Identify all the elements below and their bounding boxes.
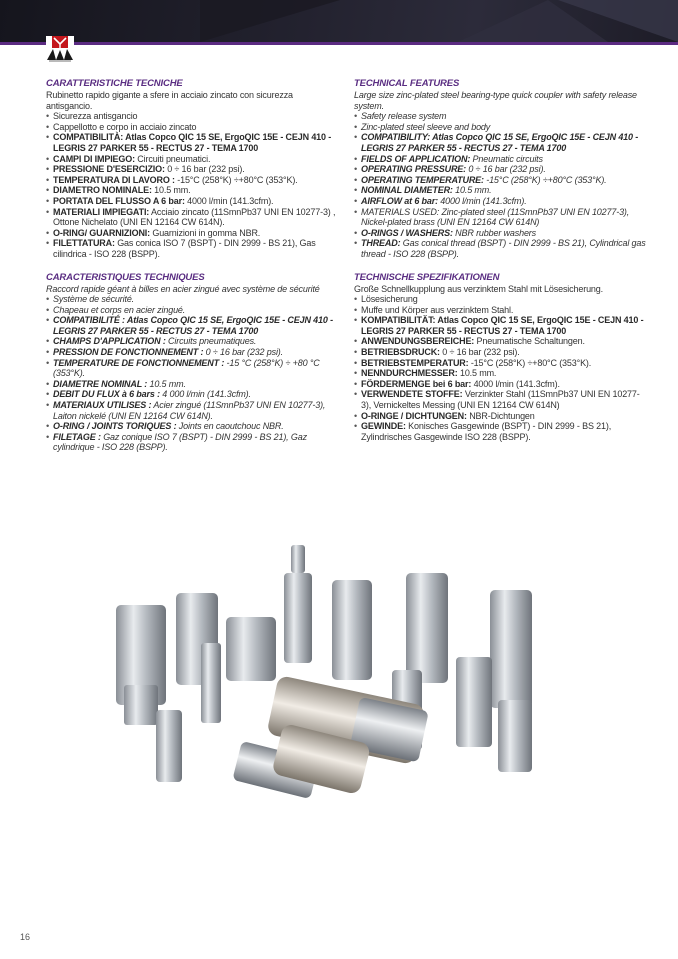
- section-intro: Rubinetto rapido gigante a sfere in acciaio zincato con sicurezza antisgancio.: [46, 90, 293, 111]
- feature-item: [46, 196, 338, 207]
- feature-value: Guarnizioni in gomma NBR.: [150, 227, 261, 238]
- feature-value: NBR rubber washers: [452, 227, 536, 238]
- feature-label: PORTATA DEL FLUSSO A 6 bar:: [53, 195, 185, 206]
- feature-item: [354, 207, 646, 228]
- feature-value: 4 000 l/min (141.3cfm).: [159, 389, 251, 400]
- feature-item: [46, 389, 338, 400]
- feature-item: [46, 421, 338, 432]
- feature-label: NOMINAL DIAMETER:: [361, 185, 453, 196]
- feature-item: [46, 358, 338, 379]
- feature-label: COMPATIBILITÉ : Atlas Copco QIC 15 SE, ErgoQIC 15E - CEJN 410 - LEGRIS 27 PARKER 55 - RECTUS 27 - TEMA 1700: [53, 315, 333, 336]
- feature-item: [46, 175, 338, 186]
- feature-item: [354, 305, 646, 316]
- feature-value: 0 ÷ 16 bar (232 psi).: [466, 164, 546, 175]
- feature-item: [354, 196, 646, 207]
- feature-item: [354, 238, 646, 259]
- feature-value: Joints en caoutchouc NBR.: [176, 421, 284, 432]
- feature-label: CAMPI DI IMPIEGO:: [53, 153, 135, 164]
- feature-value: Lösesicherung: [361, 294, 418, 305]
- feature-label: THREAD:: [361, 238, 401, 249]
- feature-label: PRESSION DE FONCTIONNEMENT :: [53, 347, 204, 358]
- feature-item: [46, 347, 338, 358]
- feature-label: KOMPATIBILITÄT: Atlas Copco QIC 15 SE, ErgoQIC 15E - CEJN 410 - LEGRIS 27 PARKER 55 - RECTUS 27 - TEMA 1700: [361, 315, 644, 336]
- feature-item: [46, 207, 338, 228]
- feature-label: FIELDS OF APPLICATION:: [361, 153, 471, 164]
- section-title: TECHNISCHE SPEZIFIKATIONEN: [354, 271, 500, 283]
- right-column: [354, 78, 646, 454]
- feature-value: Gas conica ISO 7 (BSPT) - DIN 2999 - BS 21), Gas cilindrica - ISO 228 (BSPP).: [53, 238, 316, 259]
- feature-value: Système de sécurité.: [53, 294, 135, 305]
- feature-label: O-RING / JOINTS TORIQUES :: [53, 421, 177, 432]
- section-title: CARATTERISTICHE TECNICHE: [46, 78, 183, 89]
- feature-item: [354, 294, 646, 305]
- feature-value: Circuiti pneumatici.: [134, 153, 211, 164]
- feature-label: TEMPERATURA DI LAVORO :: [53, 174, 175, 185]
- feature-label: DIAMETRO NOMINALE:: [53, 185, 152, 196]
- feature-value: Zinc-plated steel sleeve and body: [361, 121, 491, 132]
- feature-value: Pneumatische Schaltungen.: [474, 336, 585, 347]
- feature-value: 4000 l/min (141.3cfm).: [184, 195, 274, 206]
- feature-label: TEMPERATURE DE FONCTIONNEMENT :: [53, 357, 225, 368]
- feature-item: [46, 432, 338, 453]
- feature-item: [354, 132, 646, 153]
- feature-label: DIAMETRE NOMINAL :: [53, 378, 148, 389]
- feature-value: 10.5 mm.: [457, 368, 497, 379]
- quick-couplers-product-photo: [96, 535, 566, 840]
- feature-label: ANWENDUNGSBEREICHE:: [361, 336, 475, 347]
- header-accent-line: [0, 42, 678, 45]
- feature-value: Gas conical thread (BSPT) - DIN 2999 - BS 21), Cylindrical gas thread - ISO 228 (BSPP).: [361, 238, 646, 259]
- feature-value: -15 °C (258°K) ÷ +80 °C (353°K).: [53, 357, 320, 379]
- feature-value: Acciaio zincato (11SmnPb37 UNI EN 10277-3) , Ottone Nichelato (UNI EN 12164 CW 614N).: [53, 206, 336, 228]
- feature-label: O-RINGE / DICHTUNGEN:: [361, 410, 467, 421]
- coupler-group: [116, 545, 532, 799]
- feature-label: FILETAGE :: [53, 431, 101, 442]
- section-italian: [46, 78, 338, 260]
- feature-label: O-RINGS / WASHERS:: [361, 227, 453, 238]
- feature-value: 10.5 mm.: [147, 378, 186, 389]
- feature-item: [354, 421, 646, 442]
- feature-item: [46, 122, 338, 133]
- feature-item: [46, 228, 338, 239]
- feature-value: Gaz conique ISO 7 (BSPT) - DIN 2999 - BS 21), Gaz cylindrique - ISO 228 (BSPP).: [53, 431, 307, 453]
- feature-item: [354, 389, 646, 410]
- feature-list: [354, 111, 646, 259]
- feature-item: [46, 336, 338, 347]
- feature-value: Verzinkter Stahl (11SmnPb37 UNI EN 10277-3), Vernickeltes Messing (UNI EN 12164 CW 614N): [361, 389, 640, 411]
- feature-item: [354, 368, 646, 379]
- feature-value: Acier zingué (11SmnPb37 UNI EN 10277-3), Laiton nickelé (UNI EN 12164 CW 614N).: [53, 400, 326, 421]
- feature-value: Circuits pneumatiques.: [165, 336, 257, 347]
- section-german: [354, 272, 646, 443]
- feature-label: NENNDURCHMESSER:: [361, 368, 458, 379]
- section-english: [354, 78, 646, 260]
- feature-item: [354, 315, 646, 336]
- feature-value: Cappellotto e corpo in acciaio zincato: [53, 121, 197, 132]
- feature-value: Pneumatic circuits: [470, 153, 543, 164]
- feature-item: [354, 154, 646, 165]
- header-banner: [0, 0, 678, 42]
- feature-value: 4000 l/min (141.3cfm).: [471, 378, 560, 389]
- banner-facet: [558, 0, 678, 42]
- feature-value: -15°C (258°K) ÷+80°C (353°K).: [483, 174, 607, 185]
- feature-label: GEWINDE:: [361, 421, 406, 432]
- feature-label: BETRIEBSDRUCK:: [361, 347, 440, 358]
- feature-value: Sicurezza antisgancio: [53, 111, 138, 122]
- feature-item: [354, 379, 646, 390]
- feature-item: [354, 175, 646, 186]
- feature-label: PRESSIONE D'ESERCIZIO:: [53, 164, 165, 175]
- section-intro: Raccord rapide géant à billes en acier zingué avec système de sécurité: [46, 283, 320, 294]
- company-logo-icon: [46, 36, 74, 62]
- feature-label: COMPATIBILITÀ: Atlas Copco QIC 15 SE, ErgoQIC 15E - CEJN 410 - LEGRIS 27 PARKER 55 - RECTUS 27 - TEMA 1700: [53, 132, 332, 153]
- feature-item: [46, 305, 338, 316]
- feature-value: -15°C (258°K) ÷+80°C (353°K).: [468, 357, 592, 368]
- feature-item: [354, 358, 646, 369]
- feature-label: BETRIEBSTEMPERATUR:: [361, 357, 469, 368]
- feature-item: [354, 411, 646, 422]
- feature-item: [354, 228, 646, 239]
- feature-value: 4000 l/min (141.3cfm).: [437, 195, 527, 206]
- feature-item: [46, 294, 338, 305]
- feature-list: [46, 111, 338, 259]
- feature-item: [46, 111, 338, 122]
- feature-item: [354, 122, 646, 133]
- feature-item: [46, 185, 338, 196]
- feature-label: MATERIAUX UTILISES :: [53, 400, 152, 411]
- feature-value: MATERIALS USED: Zinc-plated steel (11SmnPb37 UNI EN 10277-3), Nickel-plated brass (UNI EN 12164 CW 614N): [361, 206, 630, 228]
- feature-value: 0 ÷ 16 bar (232 psi).: [164, 164, 245, 175]
- feature-item: [354, 336, 646, 347]
- feature-item: [46, 154, 338, 165]
- feature-item: [46, 315, 338, 336]
- feature-list: [354, 294, 646, 442]
- feature-label: O-RING/ GUARNIZIONI:: [53, 227, 150, 238]
- feature-label: FILETTATURA:: [53, 238, 115, 249]
- feature-value: 10.5 mm.: [452, 185, 492, 196]
- feature-value: Muffe und Körper aus verzinktem Stahl.: [361, 304, 514, 315]
- feature-item: [354, 111, 646, 122]
- feature-item: [46, 238, 338, 259]
- feature-value: 0 ÷ 16 bar (232 psi).: [439, 347, 520, 358]
- feature-label: OPERATING TEMPERATURE:: [361, 174, 484, 185]
- feature-value: 0 ÷ 16 bar (232 psi).: [203, 347, 283, 358]
- feature-item: [354, 347, 646, 358]
- feature-label: VERWENDETE STOFFE:: [361, 389, 463, 400]
- feature-label: AIRFLOW at 6 bar:: [361, 195, 438, 206]
- feature-value: 10.5 mm.: [151, 185, 191, 196]
- feature-value: NBR-Dichtungen: [466, 410, 535, 421]
- banner-facet: [200, 0, 340, 42]
- feature-item: [46, 379, 338, 390]
- section-title: TECHNICAL FEATURES: [354, 78, 460, 89]
- feature-item: [46, 132, 338, 153]
- feature-label: OPERATING PRESSURE:: [361, 164, 466, 175]
- section-intro: Große Schnellkupplung aus verzinktem Stahl mit Lösesicherung.: [354, 283, 603, 294]
- section-french: [46, 272, 338, 454]
- feature-value: -15°C (258°K) ÷+80°C (353°K).: [174, 174, 298, 185]
- feature-label: COMPATIBILITY: Atlas Copco QIC 15 SE, ErgoQIC 15E - CEJN 410 - LEGRIS 27 PARKER 55 - RECTUS 27 - TEMA 1700: [361, 132, 639, 153]
- section-title: CARACTERISTIQUES TECHNIQUES: [46, 271, 205, 283]
- feature-item: [46, 164, 338, 175]
- feature-label: CHAMPS D'APPLICATION :: [53, 336, 166, 347]
- feature-label: FÖRDERMENGE bei 6 bar:: [361, 378, 472, 389]
- feature-value: Safety release system: [361, 111, 447, 122]
- feature-value: Chapeau et corps en acier zingué.: [53, 304, 186, 315]
- feature-label: DEBIT DU FLUX à 6 bars :: [53, 389, 160, 400]
- feature-item: [354, 164, 646, 175]
- feature-value: Konisches Gasgewinde (BSPT) - DIN 2999 - BS 21), Zylindrisches Gasgewinde ISO 228 (BSPP).: [361, 421, 612, 442]
- page-number: 16: [20, 932, 31, 942]
- feature-item: [46, 400, 338, 421]
- left-column: [46, 78, 338, 465]
- feature-label: MATERIALI IMPIEGATI:: [53, 206, 150, 217]
- feature-item: [354, 185, 646, 196]
- section-intro: Large size zinc-plated steel bearing-type quick coupler with safety release system.: [354, 90, 637, 111]
- feature-list: [46, 294, 338, 453]
